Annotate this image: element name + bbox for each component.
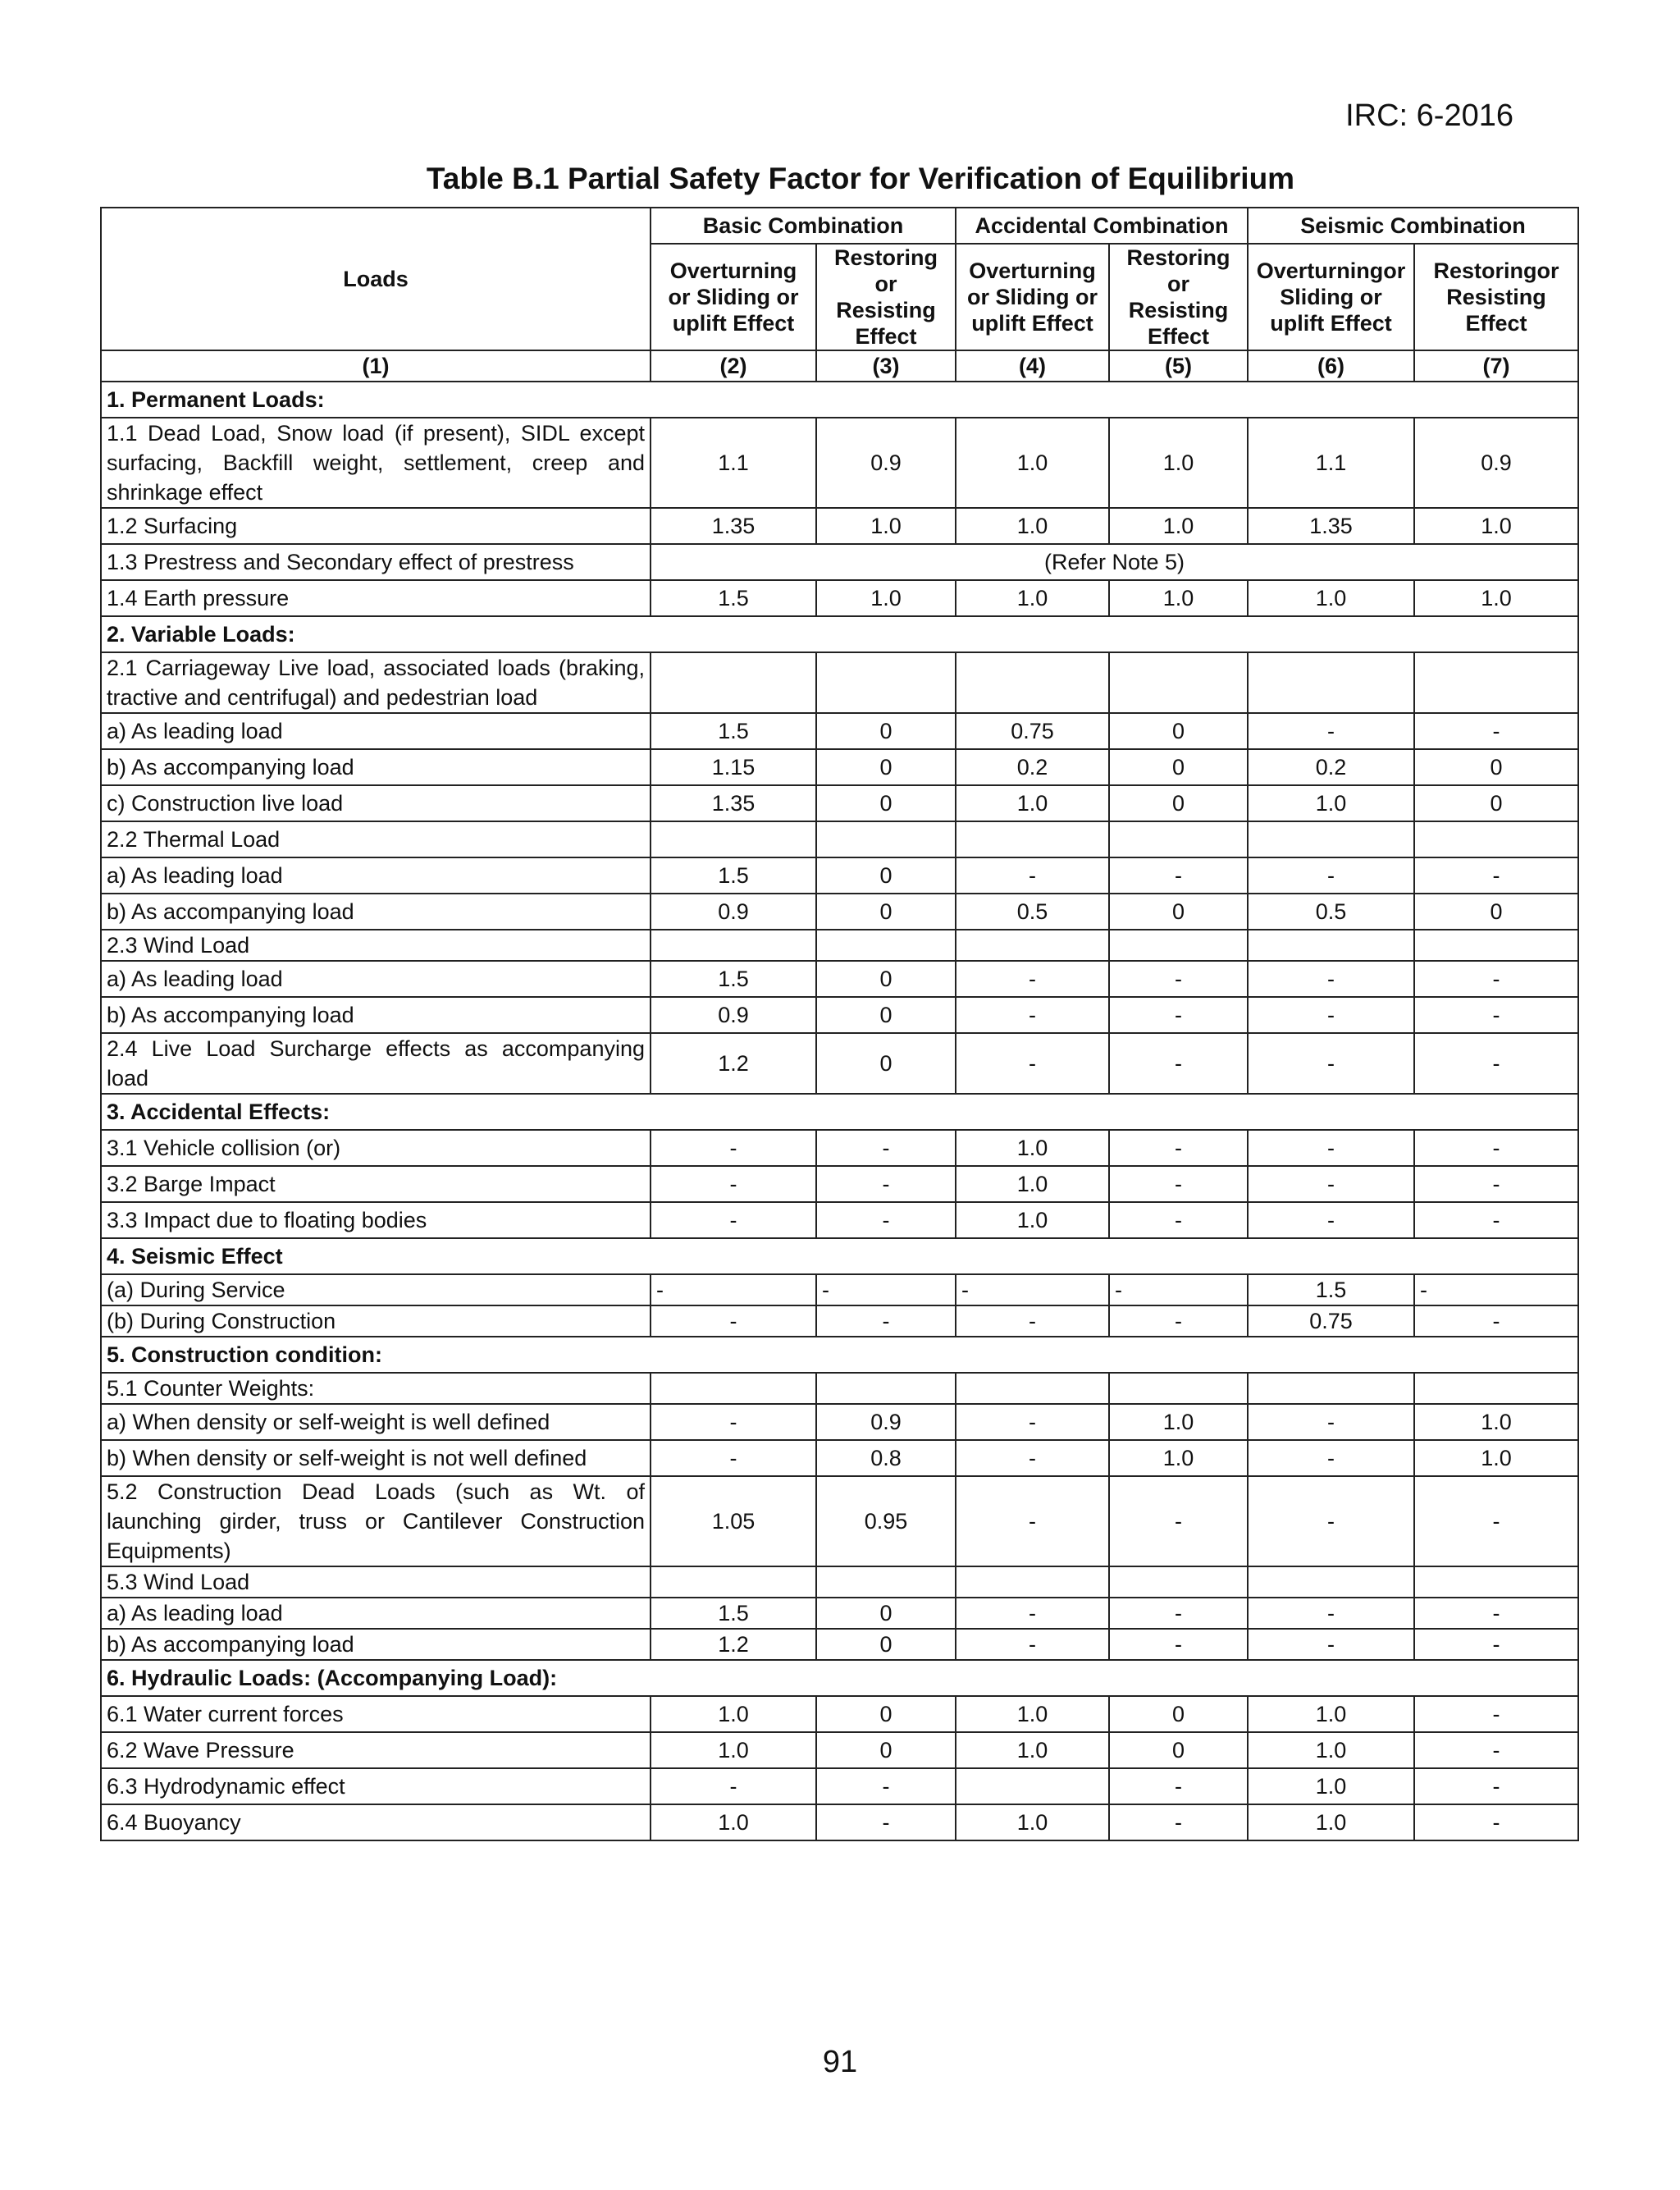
factor-cell: 0: [816, 857, 956, 894]
factor-cell: 0: [1109, 1732, 1248, 1768]
table-row: [101, 1373, 1578, 1404]
table-row: [101, 1033, 1578, 1094]
factor-cell: [816, 1566, 956, 1598]
factor-cell: -: [1248, 713, 1414, 749]
factor-cell: 0.9: [651, 894, 816, 930]
factor-cell: 1.0: [1248, 580, 1414, 616]
note-cell: (Refer Note 5): [651, 544, 1578, 580]
factor-cell: 1.15: [651, 749, 816, 785]
table-row: [101, 1130, 1578, 1166]
factor-cell: -: [651, 1404, 816, 1440]
load-label: 1.3 Prestress and Secondary effect of prestress: [101, 544, 651, 580]
column-number: (4): [956, 350, 1109, 382]
factor-cell: -: [1109, 1166, 1248, 1202]
factor-cell: -: [956, 857, 1109, 894]
factor-cell: [1109, 1373, 1248, 1404]
factor-cell: 0: [816, 961, 956, 997]
factor-cell: -: [956, 1598, 1109, 1629]
table-row: [101, 1166, 1578, 1202]
factor-cell: -: [1248, 1440, 1414, 1476]
table-row: [101, 580, 1578, 616]
table-row: [101, 857, 1578, 894]
factor-cell: [1109, 930, 1248, 961]
factor-cell: 0: [816, 749, 956, 785]
factor-cell: -: [1414, 1274, 1578, 1305]
section-row: [101, 1238, 1578, 1274]
load-label: b) As accompanying load: [101, 749, 651, 785]
factor-cell: 1.0: [1109, 1404, 1248, 1440]
factor-cell: 0.9: [816, 1404, 956, 1440]
factor-cell: [1248, 1566, 1414, 1598]
factor-cell: 1.35: [1248, 508, 1414, 544]
table-row: [101, 1440, 1578, 1476]
factor-cell: -: [1109, 1274, 1248, 1305]
table-row: [101, 1566, 1578, 1598]
factor-cell: -: [1248, 1404, 1414, 1440]
factor-cell: [956, 652, 1109, 713]
factor-cell: [1414, 930, 1578, 961]
factor-cell: 1.0: [1109, 508, 1248, 544]
load-label: 3.2 Barge Impact: [101, 1166, 651, 1202]
factor-cell: 1.5: [651, 857, 816, 894]
factor-cell: [1248, 821, 1414, 857]
section-heading: 4. Seismic Effect: [101, 1238, 1578, 1274]
column-number: (6): [1248, 350, 1414, 382]
load-label: a) As leading load: [101, 857, 651, 894]
factor-cell: -: [1248, 857, 1414, 894]
section-row: [101, 1660, 1578, 1696]
factor-cell: -: [651, 1202, 816, 1238]
factor-cell: -: [651, 1305, 816, 1337]
factor-cell: -: [1414, 857, 1578, 894]
factor-cell: [956, 821, 1109, 857]
factor-cell: 1.0: [1109, 418, 1248, 508]
factor-cell: [651, 1373, 816, 1404]
column-number: (7): [1414, 350, 1578, 382]
column-number: (2): [651, 350, 816, 382]
factor-cell: 0: [1109, 713, 1248, 749]
factor-cell: 0.9: [651, 997, 816, 1033]
section-row: [101, 1094, 1578, 1130]
factor-cell: -: [816, 1274, 956, 1305]
load-label: a) As leading load: [101, 713, 651, 749]
factor-cell: 1.0: [1248, 1732, 1414, 1768]
factor-cell: 0.9: [816, 418, 956, 508]
factor-cell: -: [1109, 997, 1248, 1033]
table-row: [101, 1696, 1578, 1732]
factor-cell: 1.5: [651, 580, 816, 616]
load-label: c) Construction live load: [101, 785, 651, 821]
factor-cell: 1.0: [1248, 1804, 1414, 1840]
factor-cell: [1414, 821, 1578, 857]
factor-cell: [816, 930, 956, 961]
factor-cell: -: [956, 1404, 1109, 1440]
factor-cell: 1.5: [651, 713, 816, 749]
factor-cell: -: [1248, 1166, 1414, 1202]
factor-cell: 1.2: [651, 1629, 816, 1660]
factor-cell: 1.0: [651, 1696, 816, 1732]
factor-cell: -: [1414, 1732, 1578, 1768]
factor-cell: -: [1414, 1768, 1578, 1804]
factor-cell: 1.1: [651, 418, 816, 508]
section-row: [101, 616, 1578, 652]
factor-cell: -: [1248, 1202, 1414, 1238]
factor-cell: 1.0: [1109, 1440, 1248, 1476]
load-label: (a) During Service: [101, 1274, 651, 1305]
load-label: 1.4 Earth pressure: [101, 580, 651, 616]
factor-cell: 1.2: [651, 1033, 816, 1094]
load-label: 1.2 Surfacing: [101, 508, 651, 544]
factor-cell: -: [956, 1440, 1109, 1476]
subheader-seismic-overturning: Overturningor Sliding or uplift Effect: [1248, 244, 1414, 350]
factor-cell: -: [1248, 997, 1414, 1033]
factor-cell: [1109, 821, 1248, 857]
factor-cell: 0: [816, 997, 956, 1033]
section-heading: 6. Hydraulic Loads: (Accompanying Load):: [101, 1660, 1578, 1696]
load-label: 3.1 Vehicle collision (or): [101, 1130, 651, 1166]
table-row: [101, 713, 1578, 749]
section-heading: 2. Variable Loads:: [101, 616, 1578, 652]
factor-cell: [651, 1566, 816, 1598]
load-label: 6.2 Wave Pressure: [101, 1732, 651, 1768]
seismic-combination-header: Seismic Combination: [1248, 208, 1578, 244]
factor-cell: 1.0: [816, 580, 956, 616]
table-row: [101, 1476, 1578, 1566]
factor-cell: -: [1414, 1033, 1578, 1094]
load-label: 5.2 Construction Dead Loads (such as Wt. of launching girder, truss or Cantilever Construction Equipments): [101, 1476, 651, 1566]
factor-cell: 1.0: [1414, 580, 1578, 616]
table-row: [101, 749, 1578, 785]
load-label: b) As accompanying load: [101, 894, 651, 930]
factor-cell: -: [816, 1305, 956, 1337]
table-row: [101, 1768, 1578, 1804]
table-row: [101, 1598, 1578, 1629]
factor-cell: [956, 1373, 1109, 1404]
factor-cell: 0: [1109, 749, 1248, 785]
factor-cell: -: [1414, 713, 1578, 749]
page-number: 91: [822, 2045, 858, 2079]
factor-cell: 0.9: [1414, 418, 1578, 508]
table-row: [101, 1732, 1578, 1768]
factor-cell: -: [1248, 1629, 1414, 1660]
factor-cell: -: [1109, 1598, 1248, 1629]
factor-cell: 1.0: [1109, 580, 1248, 616]
table-row: [101, 1202, 1578, 1238]
factor-cell: -: [816, 1768, 956, 1804]
factor-cell: [956, 1768, 1109, 1804]
table-row: [101, 894, 1578, 930]
factor-cell: -: [1248, 1476, 1414, 1566]
factor-cell: -: [1248, 1033, 1414, 1094]
factor-cell: -: [651, 1274, 816, 1305]
factor-cell: 0.5: [956, 894, 1109, 930]
subheader-basic-restoring: Restoring or Resisting Effect: [816, 244, 956, 350]
load-label: a) When density or self-weight is well defined: [101, 1404, 651, 1440]
factor-cell: -: [651, 1130, 816, 1166]
factor-cell: 1.5: [1248, 1274, 1414, 1305]
subheader-basic-overturning: Overturning or Sliding or uplift Effect: [651, 244, 816, 350]
factor-cell: -: [816, 1804, 956, 1840]
factor-cell: -: [1109, 1629, 1248, 1660]
factor-cell: 1.0: [956, 580, 1109, 616]
factor-cell: -: [1248, 1130, 1414, 1166]
factor-cell: 0.2: [1248, 749, 1414, 785]
factor-cell: [1248, 1373, 1414, 1404]
factor-cell: -: [816, 1130, 956, 1166]
document-code: IRC: 6-2016: [1345, 98, 1513, 133]
factor-cell: 0: [1109, 1696, 1248, 1732]
table-row: [101, 544, 1578, 580]
load-label: 6.4 Buoyancy: [101, 1804, 651, 1840]
load-label: 2.2 Thermal Load: [101, 821, 651, 857]
factor-cell: 0: [1414, 894, 1578, 930]
factor-cell: -: [651, 1166, 816, 1202]
factor-cell: [1248, 930, 1414, 961]
factor-cell: -: [816, 1202, 956, 1238]
factor-cell: -: [1414, 1629, 1578, 1660]
load-label: a) As leading load: [101, 961, 651, 997]
basic-combination-header: Basic Combination: [651, 208, 956, 244]
table-row: [101, 997, 1578, 1033]
section-heading: 3. Accidental Effects:: [101, 1094, 1578, 1130]
factor-cell: 1.0: [956, 1166, 1109, 1202]
section-row: [101, 1337, 1578, 1373]
load-label: 5.1 Counter Weights:: [101, 1373, 651, 1404]
factor-cell: [816, 821, 956, 857]
factor-cell: [1414, 1566, 1578, 1598]
factor-cell: 1.0: [956, 1732, 1109, 1768]
factor-cell: 0.75: [956, 713, 1109, 749]
column-number: (5): [1109, 350, 1248, 382]
factor-cell: 1.0: [956, 1202, 1109, 1238]
factor-cell: -: [651, 1440, 816, 1476]
factor-cell: 0: [1414, 749, 1578, 785]
accidental-combination-header: Accidental Combination: [956, 208, 1248, 244]
factor-cell: -: [956, 1629, 1109, 1660]
factor-cell: [1414, 652, 1578, 713]
load-label: b) When density or self-weight is not well defined: [101, 1440, 651, 1476]
factor-cell: 1.0: [1414, 1440, 1578, 1476]
section-heading: 1. Permanent Loads:: [101, 382, 1578, 418]
factor-cell: -: [1414, 997, 1578, 1033]
table-row: [101, 508, 1578, 544]
factor-cell: 0: [816, 1696, 956, 1732]
factor-cell: -: [956, 1274, 1109, 1305]
factor-cell: 0: [816, 1732, 956, 1768]
factor-cell: [1109, 652, 1248, 713]
factor-cell: -: [1109, 1202, 1248, 1238]
factor-cell: -: [1109, 1130, 1248, 1166]
factor-cell: -: [956, 997, 1109, 1033]
factor-cell: -: [1248, 961, 1414, 997]
load-label: 2.3 Wind Load: [101, 930, 651, 961]
factor-cell: 0.95: [816, 1476, 956, 1566]
table-row: [101, 1629, 1578, 1660]
column-number: (3): [816, 350, 956, 382]
table-row: [101, 821, 1578, 857]
factor-cell: 0: [1109, 785, 1248, 821]
factor-cell: 1.0: [1414, 1404, 1578, 1440]
table-title: Table B.1 Partial Safety Factor for Verification of Equilibrium: [426, 162, 1295, 195]
factor-cell: -: [1414, 1305, 1578, 1337]
load-label: (b) During Construction: [101, 1305, 651, 1337]
factor-cell: -: [1414, 1166, 1578, 1202]
factor-cell: 1.5: [651, 1598, 816, 1629]
factor-cell: 1.0: [956, 418, 1109, 508]
factor-cell: 0: [816, 1598, 956, 1629]
factor-cell: -: [1109, 961, 1248, 997]
factor-cell: [651, 821, 816, 857]
factor-cell: [816, 652, 956, 713]
factor-cell: 1.35: [651, 508, 816, 544]
factor-cell: 0: [1109, 894, 1248, 930]
factor-cell: 1.35: [651, 785, 816, 821]
factor-cell: 1.0: [816, 508, 956, 544]
load-label: 2.1 Carriageway Live load, associated loads (braking, tractive and centrifugal) and pedestrian load: [101, 652, 651, 713]
table-row: [101, 961, 1578, 997]
factor-cell: 1.0: [1414, 508, 1578, 544]
factor-cell: [1414, 1373, 1578, 1404]
factor-cell: -: [1414, 1130, 1578, 1166]
factor-cell: -: [1414, 1476, 1578, 1566]
factor-cell: 1.0: [1248, 1696, 1414, 1732]
section-heading: 5. Construction condition:: [101, 1337, 1578, 1373]
factor-cell: [956, 1566, 1109, 1598]
factor-cell: 0: [816, 894, 956, 930]
factor-cell: -: [1414, 1598, 1578, 1629]
load-label: a) As leading load: [101, 1598, 651, 1629]
load-label: 2.4 Live Load Surcharge effects as accompanying load: [101, 1033, 651, 1094]
load-label: 6.3 Hydrodynamic effect: [101, 1768, 651, 1804]
factor-cell: 1.1: [1248, 418, 1414, 508]
factor-cell: -: [956, 961, 1109, 997]
factor-cell: -: [1414, 1804, 1578, 1840]
factor-cell: -: [1414, 1696, 1578, 1732]
load-label: b) As accompanying load: [101, 1629, 651, 1660]
factor-cell: 0.75: [1248, 1305, 1414, 1337]
factor-cell: 1.0: [651, 1732, 816, 1768]
factor-cell: 1.5: [651, 961, 816, 997]
table-row: [101, 418, 1578, 508]
factor-cell: -: [956, 1033, 1109, 1094]
factor-cell: [956, 930, 1109, 961]
factor-cell: 1.0: [651, 1804, 816, 1840]
factor-cell: -: [1109, 1476, 1248, 1566]
factor-cell: -: [1109, 1804, 1248, 1840]
factor-cell: -: [1414, 961, 1578, 997]
table-row: [101, 652, 1578, 713]
factor-cell: 0: [816, 785, 956, 821]
factor-cell: 1.05: [651, 1476, 816, 1566]
factor-cell: 0.5: [1248, 894, 1414, 930]
factor-cell: -: [1414, 1202, 1578, 1238]
table-row: [101, 1274, 1578, 1305]
column-number: (1): [101, 350, 651, 382]
factor-cell: [651, 930, 816, 961]
factor-cell: 1.0: [1248, 1768, 1414, 1804]
factor-cell: [816, 1373, 956, 1404]
load-label: 1.1 Dead Load, Snow load (if present), SIDL except surfacing, Backfill weight, settlement, creep and shrinkage effect: [101, 418, 651, 508]
factor-cell: 1.0: [956, 1804, 1109, 1840]
factor-cell: -: [956, 1476, 1109, 1566]
table-row: [101, 1404, 1578, 1440]
factor-cell: 1.0: [1248, 785, 1414, 821]
factor-cell: -: [1109, 1033, 1248, 1094]
factor-cell: [1248, 652, 1414, 713]
factor-cell: -: [1248, 1598, 1414, 1629]
load-label: b) As accompanying load: [101, 997, 651, 1033]
factor-cell: -: [1109, 1305, 1248, 1337]
factor-cell: 0: [816, 713, 956, 749]
table-row: [101, 930, 1578, 961]
factor-cell: -: [1109, 857, 1248, 894]
factor-cell: 1.0: [956, 508, 1109, 544]
safety-factor-table: [100, 207, 1579, 1841]
factor-cell: 0: [816, 1629, 956, 1660]
section-row: [101, 382, 1578, 418]
factor-cell: 0: [816, 1033, 956, 1094]
subheader-accidental-restoring: Restoring or Resisting Effect: [1109, 244, 1248, 350]
loads-column-header: Loads: [101, 208, 651, 350]
factor-cell: -: [651, 1768, 816, 1804]
factor-cell: [651, 652, 816, 713]
table-row: [101, 785, 1578, 821]
factor-cell: 0.8: [816, 1440, 956, 1476]
load-label: 6.1 Water current forces: [101, 1696, 651, 1732]
factor-cell: -: [1109, 1768, 1248, 1804]
factor-cell: 1.0: [956, 1696, 1109, 1732]
factor-cell: 0.2: [956, 749, 1109, 785]
factor-cell: [1109, 1566, 1248, 1598]
subheader-accidental-overturning: Overturning or Sliding or uplift Effect: [956, 244, 1109, 350]
table-row: [101, 1305, 1578, 1337]
factor-cell: 0: [1414, 785, 1578, 821]
factor-cell: 1.0: [956, 785, 1109, 821]
table-row: [101, 1804, 1578, 1840]
load-label: 3.3 Impact due to floating bodies: [101, 1202, 651, 1238]
load-label: 5.3 Wind Load: [101, 1566, 651, 1598]
factor-cell: 1.0: [956, 1130, 1109, 1166]
subheader-seismic-restoring: Restoringor Resisting Effect: [1414, 244, 1578, 350]
factor-cell: -: [956, 1305, 1109, 1337]
factor-cell: -: [816, 1166, 956, 1202]
